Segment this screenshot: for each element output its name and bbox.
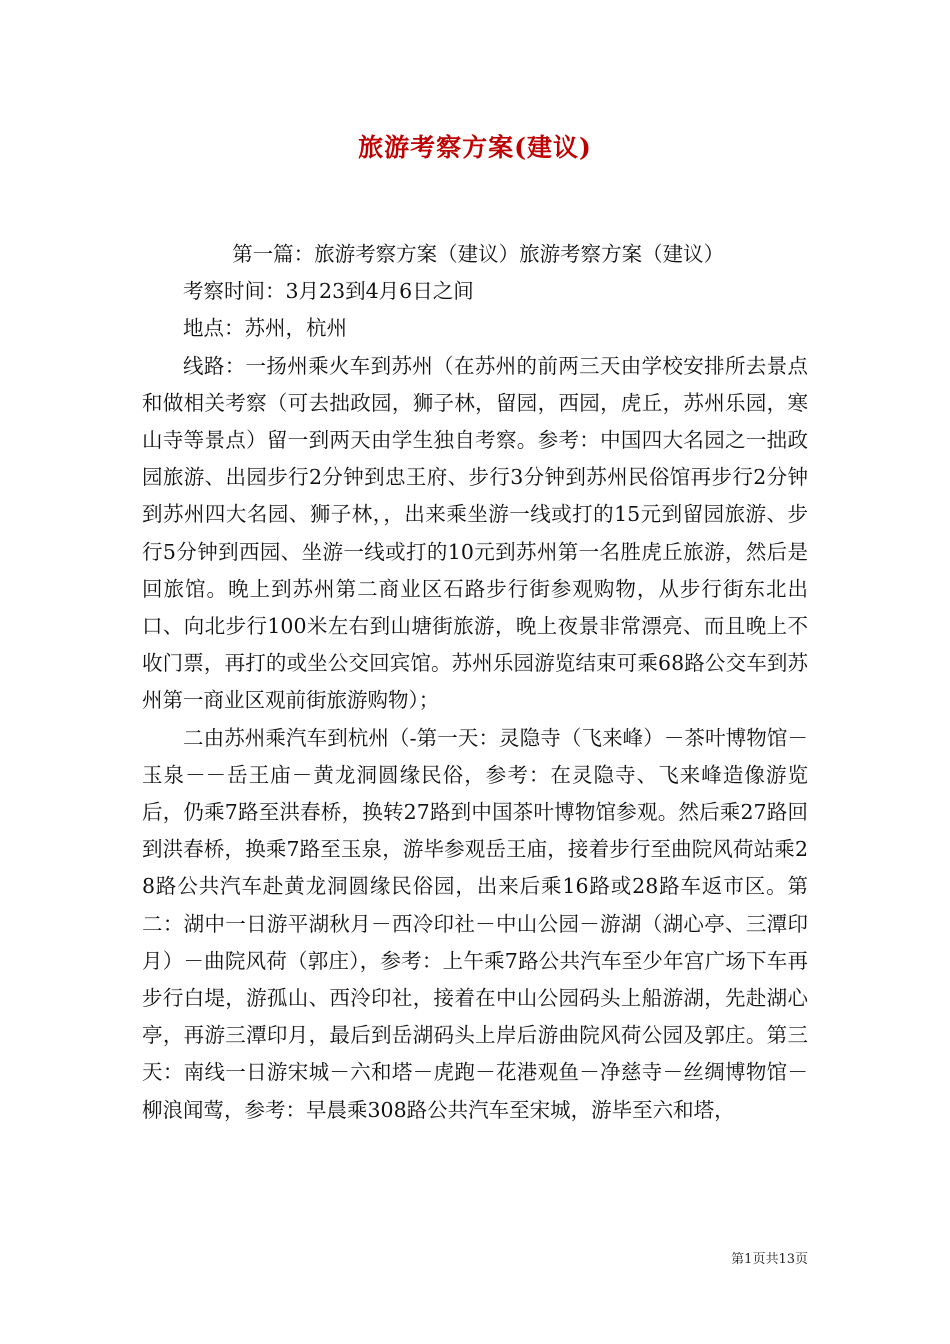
- page-number: 第1页共13页: [731, 1252, 808, 1267]
- paragraph-heading: 第一篇：旅游考察方案（建议）旅游考察方案（建议）: [232, 242, 725, 266]
- paragraph-route-hangzhou: 二由苏州乘汽车到杭州（-第一天：灵隐寺（飞来峰）－茶叶博物馆－玉泉－－岳王庙－黄龙洞圆缘民俗，参考：在灵隐寺、飞来峰造像游览后，仍乘7路至洪春桥，换转27路到中国茶叶博物馆参观。然后乘27路回到洪春桥，换乘7路至玉泉，游毕参观岳王庙，接着步行至曲院风荷站乘28路公共汽车赴黄龙洞圆缘民俗园，出来后乘16路或28路车返市区。第二：湖中一日游平湖秋月－西冷印社－中山公园－游湖（湖心亭、三潭印月）－曲院风荷（郭庄），参考：上午乘7路公共汽车至少年宫广场下车再步行白堤，游孤山、西泠印社，接着在中山公园码头上船游湖，先赴湖心亭，再游三潭印月，最后到岳湖码头上岸后游曲院风荷公园及郭庄。第三天：南线一日游宋城－六和塔－虎跑－花港观鱼－净慈寺－丝绸博物馆－柳浪闻莺，参考：早晨乘308路公共汽车至宋城，游毕至六和塔，: [142, 725, 808, 1122]
- paragraph-location: 地点：苏州，杭州: [183, 316, 347, 341]
- paragraph-route-suzhou: 线路：一扬州乘火车到苏州（在苏州的前两三天由学校安排所去景点和做相关考察（可去拙政园，狮子林，留园，西园，虎丘，苏州乐园，寒山寺等景点）留一到两天由学生独自考察。参考：中国四大名园之一拙政园旅游、出园步行2分钟到忠王府、步行3分钟到苏州民俗馆再步行2分钟到苏州四大名园、狮子林，，出来乘坐游一线或打的15元到留园旅游、步行5分钟到西园、坐游一线或打的10元到苏州第一名胜虎丘旅游，然后是回旅馆。晚上到苏州第二商业区石路步行街参观购物，从步行街东北出口、向北步行100米左右到山塘街旅游，晚上夜景非常漂亮、而且晚上不收门票，再打的或坐公交回宾馆。苏州乐园游览结束可乘68路公交车到苏州第一商业区观前街旅游购物）；: [142, 353, 808, 713]
- document-body: [142, 236, 808, 1129]
- paragraph-time: 考察时间：3月23到4月6日之间: [183, 279, 474, 304]
- document-title: 旅游考察方案(建议): [358, 133, 592, 162]
